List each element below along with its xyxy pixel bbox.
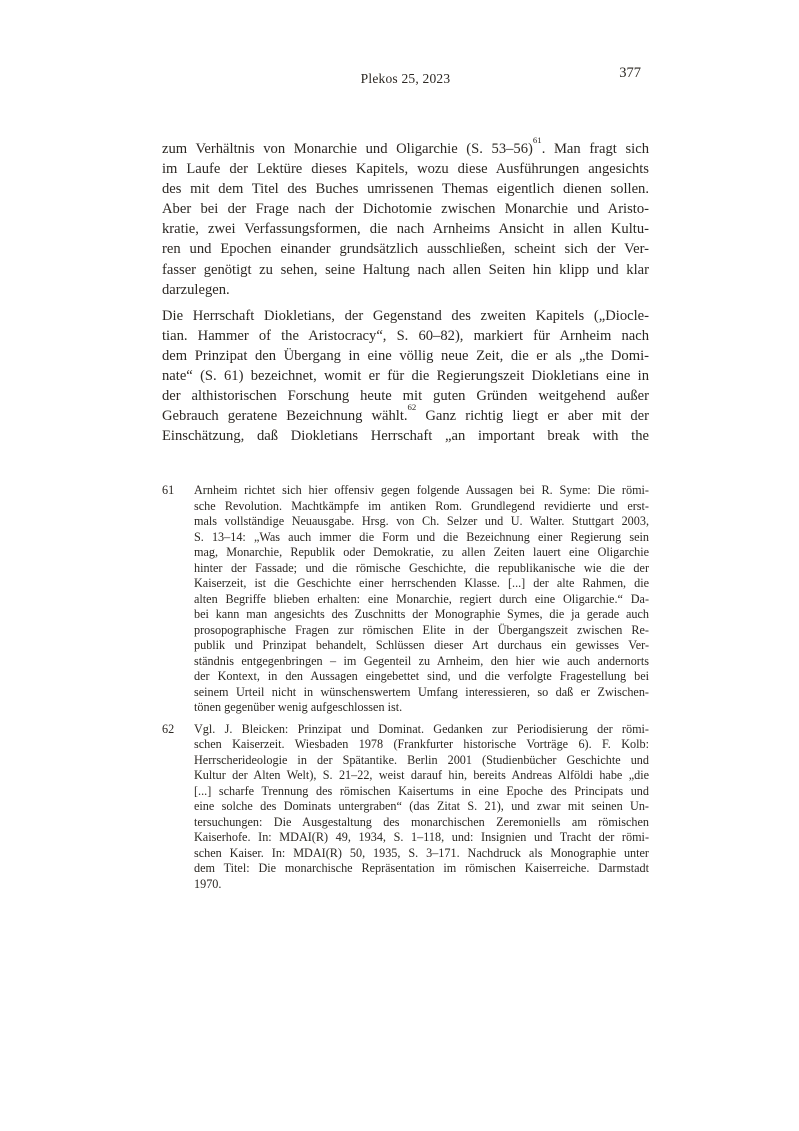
text-line: darzulegen.	[162, 281, 230, 298]
text-line: 1970.	[194, 876, 222, 891]
footnote-marker-62: 62	[407, 402, 417, 413]
text-line: Einschätzung, daß Diokletians Herrschaft „an important break with the	[162, 428, 649, 445]
text-line: seinem Urteil nicht in wünschenswertem Umfang interessieren, so daß er Zwischen-	[194, 684, 649, 699]
text-line: schen Kaiserzeit. Wiesbaden 1978 (Frankfurter historische Vorträge 6). F. Kolb:	[194, 737, 649, 751]
footnotes-section	[162, 483, 649, 898]
footnote-marker-61: 61	[532, 135, 542, 146]
text-line: nate“ (S. 61) bezeichnet, womit er für die Regierungszeit Diokletians eine in	[162, 368, 649, 385]
footnote-text	[194, 483, 649, 716]
text-line: kratie, zwei Verfassungsformen, die nach Arnheims Ansicht in allen Kultu-	[162, 221, 649, 238]
text-line: der Kontext, in den Aussagen eingebettet sind, und die verfolgte Fragestellung bei	[194, 669, 649, 683]
text-line: bei kann man angesichts des Zuschnitts der Monographie Symes, die ja gerade auch	[194, 607, 649, 621]
text-line: Arnheim richtet sich hier offensiv gegen folgende Aussagen bei R. Syme: Die römi-	[194, 483, 649, 497]
page-number: 377	[619, 65, 641, 81]
text-line: mag, Monarchie, Republik oder Demokratie, zu allen Zeiten lauert eine Oligarchie	[194, 545, 649, 559]
text-line: prosopographische Fragen zur römischen Elite in der Übergangszeit zwischen Re-	[194, 622, 649, 637]
text-line: schen Kaiser. In: MDAI(R) 50, 1935, S. 3–171. Nachdruck als Monographie unter	[194, 845, 649, 860]
text-line: zum Verhältnis von Monarchie und Oligarchie (S. 53–56)$^{61}$. Man fragt sich	[162, 135, 649, 157]
text-line: Kaiserhofe. In: MDAI(R) 49, 1934, S. 1–118, und: Insignien und Tracht der römi-	[194, 830, 649, 844]
journal-title: Plekos 25, 2023	[360, 71, 451, 86]
footnote-61	[162, 483, 649, 716]
text-line: mals vollständige Neuausgabe. Hrsg. von Ch. Selzer und U. Walter. Stuttgart 2003,	[194, 514, 649, 528]
footnote-62	[162, 722, 649, 893]
main-text	[162, 135, 649, 452]
text-line: dem Titel: Die monarchische Repräsentation im römischen Kaiserreiche. Darmstadt	[194, 861, 649, 875]
text-line: Herrscherideologie in der Spätantike. Berlin 2001 (Studienbücher Geschichte und	[194, 752, 649, 767]
footnote-number: 61	[162, 483, 175, 497]
text-line: des mit dem Titel des Buches umrissenen Themas eigentlich dienen sollen.	[162, 181, 649, 198]
text-line: publik und Prinzipat behandelt, Schlüssen dieser Art durchaus ein gewisses Ver-	[194, 638, 649, 652]
text-line: Kultur der Alten Welt), S. 21–22, weist darauf hin, bereits Andreas Alföldi habe „die	[194, 768, 649, 782]
text-line: dem Prinzipat den Übergang in eine völlig neue Zeit, die er als „the Domi-	[162, 347, 649, 364]
text-line: Aber bei der Frage nach der Dichotomie zwischen Monarchie und Aristo-	[162, 201, 649, 218]
text-line: ständnis entgegenbringen – im Gegenteil zu Arnheim, den hier wie auch andernorts	[194, 653, 649, 668]
text-line: fasser genötigt zu sehen, seine Haltung nach allen Seiten hin klipp und klar	[162, 261, 649, 278]
text-line: im Laufe der Lektüre dieses Kapitels, wozu diese Ausführungen angesichts	[162, 161, 649, 178]
text-line: Gebrauch geratene Bezeichnung wählt.$^{62}$ Ganz richtig liegt er aber mit der	[162, 402, 649, 425]
text-line: sche Revolution. Machtkämpfe im antiken Rom. Grundlegend revidierte und erst-	[194, 498, 649, 513]
text-line: S. 13–14: „Was auch immer die Form und die Bezeichnung einer Regierung sein	[194, 529, 649, 544]
footnote-text	[194, 722, 649, 893]
text-line: Kaiserzeit, ist die Geschichte einer herrschenden Klasse. [...] der alte Rahmen, die	[194, 576, 649, 590]
text-line: alten Begriffe blieben erhalten: eine Monarchie, regiert durch eine Oligarchie.“ Da-	[194, 591, 649, 606]
text-line: tian. Hammer of the Aristocracy“, S. 60–82), markiert für Arnheim nach	[162, 327, 649, 344]
text-line: ren und Epochen einander grundsätzlich ausschließen, scheint sich der Ver-	[162, 241, 649, 258]
text-line: [...] scharfe Trennung des römischen Kaisertums in eine Epoche des Principats und	[194, 783, 649, 798]
text-line: tersuchungen: Die Ausgestaltung des monarchischen Zeremoniells am römischen	[194, 814, 649, 829]
text-line: eine solche des Dominats untergraben“ (das Zitat S. 21), und zwar mit seinen Un-	[194, 799, 649, 813]
paragraph	[162, 306, 649, 447]
text-line: der althistorischen Forschung heute mit guten Gründen weitgehend außer	[162, 388, 649, 405]
footnote-number: 62	[162, 721, 175, 736]
text-line: Die Herrschaft Diokletians, der Gegenstand des zweiten Kapitels („Diocle-	[162, 307, 649, 324]
text-line: Vgl. J. Bleicken: Prinzipat und Dominat. Gedanken zur Periodisierung der römi-	[194, 721, 649, 736]
text-line: tönen gegenüber wenig aufgeschlossen ist.	[194, 700, 403, 714]
text-line: hinter der Fassade; und die römische Geschichte, die republikanische wie die der	[194, 560, 649, 575]
paragraph	[162, 135, 649, 300]
